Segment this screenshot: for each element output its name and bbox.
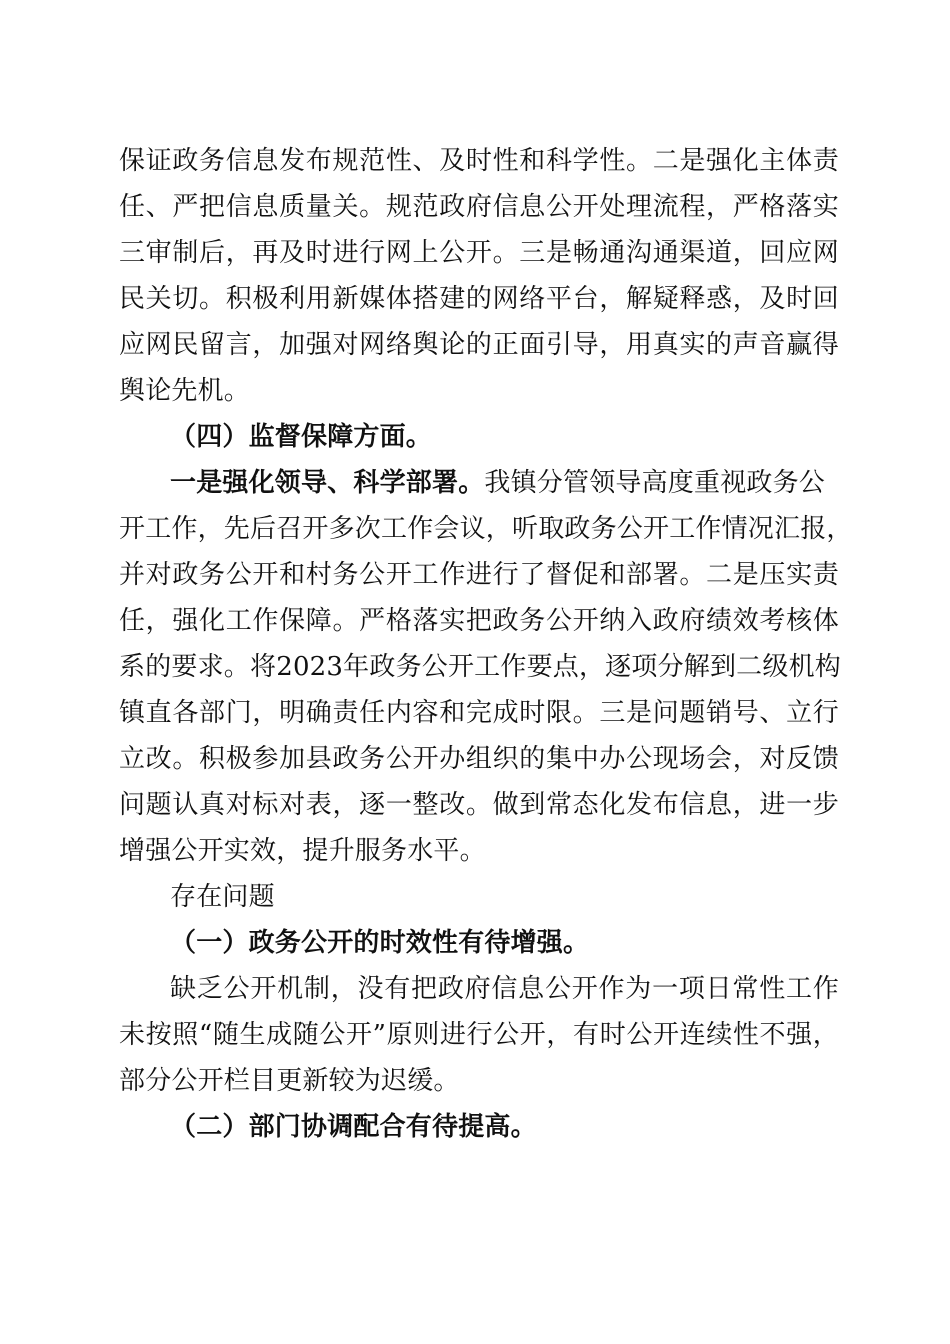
section-title: 存在问题	[170, 882, 275, 912]
paragraph-line: 缺乏公开机制，没有把政府信息公开作为一项日常性工作	[170, 974, 839, 1004]
paragraph-line: 镇直各部门，明确责任内容和完成时限。三是问题销号、立行	[119, 698, 839, 728]
paragraph-line: 立改。积极参加县政务公开办组织的集中办公现场会，对反馈	[119, 744, 839, 774]
paragraph-line: 开工作，先后召开多次工作会议，听取政务公开工作情况汇报，	[119, 514, 853, 544]
paragraph-line: 部分公开栏目更新较为迟缓。	[119, 1066, 460, 1096]
paragraph-line: 三审制后，再及时进行网上公开。三是畅通沟通渠道，回应网	[119, 238, 839, 268]
section-heading: （四）监督保障方面。	[170, 422, 433, 452]
paragraph-line: 舆论先机。	[119, 376, 251, 406]
paragraph-line: 保证政务信息发布规范性、及时性和科学性。二是强化主体责	[119, 146, 839, 176]
section-heading: （一）政务公开的时效性有待增强。	[170, 928, 590, 958]
paragraph-line: 未按照“随生成随公开”原则进行公开，有时公开连续性不强，	[119, 1020, 839, 1050]
paragraph-line: 并对政务公开和村务公开工作进行了督促和部署。二是压实责	[119, 560, 839, 590]
paragraph-line: 应网民留言，加强对网络舆论的正面引导，用真实的声音赢得	[119, 330, 839, 360]
paragraph-line: 任，强化工作保障。严格落实把政务公开纳入政府绩效考核体	[119, 606, 839, 636]
section-heading: （二）部门协调配合有待提高。	[170, 1112, 537, 1142]
paragraph-line: 民关切。积极利用新媒体搭建的网络平台，解疑释惑，及时回	[119, 284, 839, 314]
paragraph-line: 任、严把信息质量关。规范政府信息公开处理流程，严格落实	[119, 192, 839, 222]
paragraph-line-mixed	[170, 460, 839, 506]
paragraph-lead-bold: 一是强化领导、科学部署。	[170, 468, 485, 498]
paragraph-line: 系的要求。将2023年政务公开工作要点，逐项分解到二级机构	[119, 652, 841, 682]
paragraph-lead-rest: 我镇分管领导高度重视政务公	[484, 468, 826, 498]
paragraph-line: 问题认真对标对表，逐一整改。做到常态化发布信息，进一步	[119, 790, 839, 820]
paragraph-line: 增强公开实效，提升服务水平。	[119, 836, 486, 866]
